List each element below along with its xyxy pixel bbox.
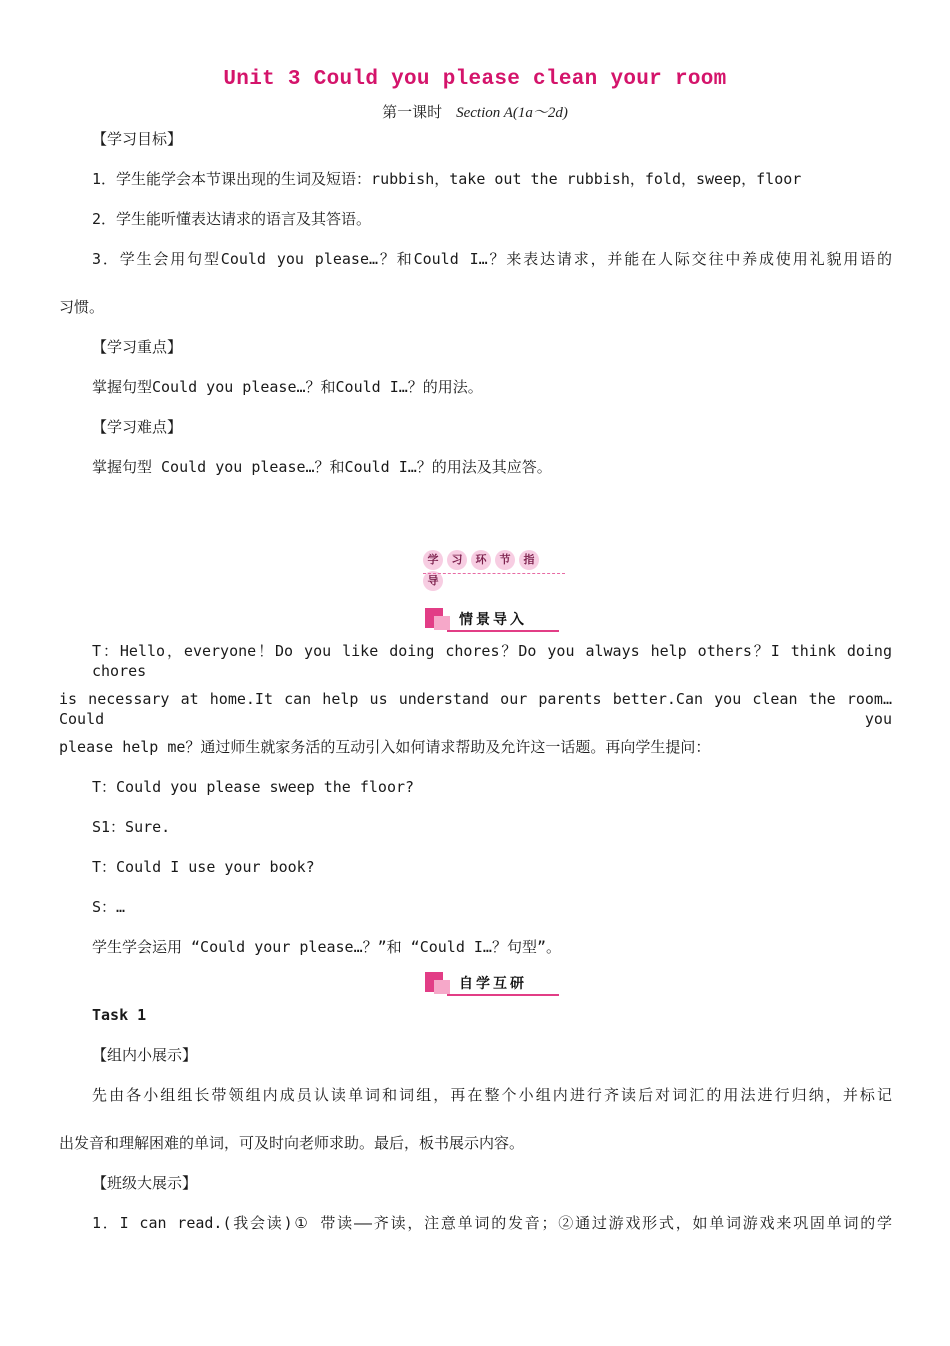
key-points-heading: 【学习重点】 <box>92 338 183 356</box>
section-header-label: 自学互研 <box>459 976 527 992</box>
banner-char: 节 <box>495 550 515 570</box>
lesson-section: Section A(1a～2d) <box>456 105 568 121</box>
objective-item-2: 2．学生能听懂表达请求的语言及其答语。 <box>92 210 372 228</box>
difficulties-heading: 【学习难点】 <box>92 418 183 436</box>
section-header-rule <box>447 630 559 632</box>
class-show-line-1: 1．I can read.(我会读)① 带读——齐读，注意单词的发音；②通过游戏形式，如单词游戏来巩固单词的学 <box>92 1214 892 1232</box>
document-title: Unit 3 Could you please clean your room <box>223 68 727 91</box>
group-show-line-2: 出发音和理解困难的单词，可及时向老师求助。最后，板书展示内容。 <box>59 1134 525 1152</box>
section-header-rule <box>447 994 559 996</box>
objectives-heading: 【学习目标】 <box>92 130 183 148</box>
banner-dashed-rule <box>423 573 565 574</box>
group-show-heading: 【组内小展示】 <box>92 1046 198 1064</box>
banner-char: 环 <box>471 550 491 570</box>
banner-char: 导 <box>423 571 443 591</box>
section-header-intro <box>425 606 559 632</box>
key-points-text: 掌握句型Could you please…？和Could I…？的用法。 <box>92 378 483 396</box>
section-header-label: 情景导入 <box>459 612 527 628</box>
lesson-subtitle <box>0 101 950 122</box>
dialogue-line: S1：Sure. <box>92 818 171 836</box>
lesson-number: 第一课时 <box>382 105 443 121</box>
objective-item-3: 3．学生会用句型Could you please…？和Could I…？来表达请求，并能在人际交往中养成使用礼貌用语的 <box>92 250 892 268</box>
objective-item-1: 1．学生能学会本节课出现的生词及短语：rubbish，take out the rubbish，fold，sweep，floor <box>92 170 802 188</box>
banner-char: 习 <box>447 550 467 570</box>
objective-item-3-continued: 习惯。 <box>59 298 105 316</box>
banner-char: 学 <box>423 550 443 570</box>
learning-guide-banner <box>423 549 565 587</box>
intro-paragraph-line-3: please help me？通过师生就家务活的互动引入如何请求帮助及允许这一话题。再向学生提问： <box>59 738 711 756</box>
dialogue-line: T：Could I use your book? <box>92 858 315 876</box>
section-marker-icon-inner <box>434 980 450 994</box>
group-show-line-1: 先由各小组组长带领组内成员认读单词和词组，再在整个小组内进行齐读后对词汇的用法进行归纳，并标记 <box>92 1086 892 1104</box>
banner-char: 指 <box>519 550 539 570</box>
dialogue-line: S：… <box>92 898 126 916</box>
class-show-heading: 【班级大展示】 <box>92 1174 198 1192</box>
task-label: Task 1 <box>92 1006 147 1024</box>
intro-paragraph-line-2: is necessary at home.It can help us understand our parents better.Can you clean the room…Could you <box>59 690 892 728</box>
dialogue-line: T：Could you please sweep the floor? <box>92 778 415 796</box>
section-header-self-study <box>425 970 559 996</box>
difficulties-text: 掌握句型 Could you please…？和Could I…？的用法及其应答。 <box>92 458 552 476</box>
intro-summary: 学生学会运用 “Could your please…？”和 “Could I…？句型”。 <box>92 938 561 956</box>
intro-paragraph-line-1: T：Hello，everyone！Do you like doing chores？Do you always help others？I think doing chores <box>92 642 892 680</box>
section-marker-icon-inner <box>434 616 450 630</box>
